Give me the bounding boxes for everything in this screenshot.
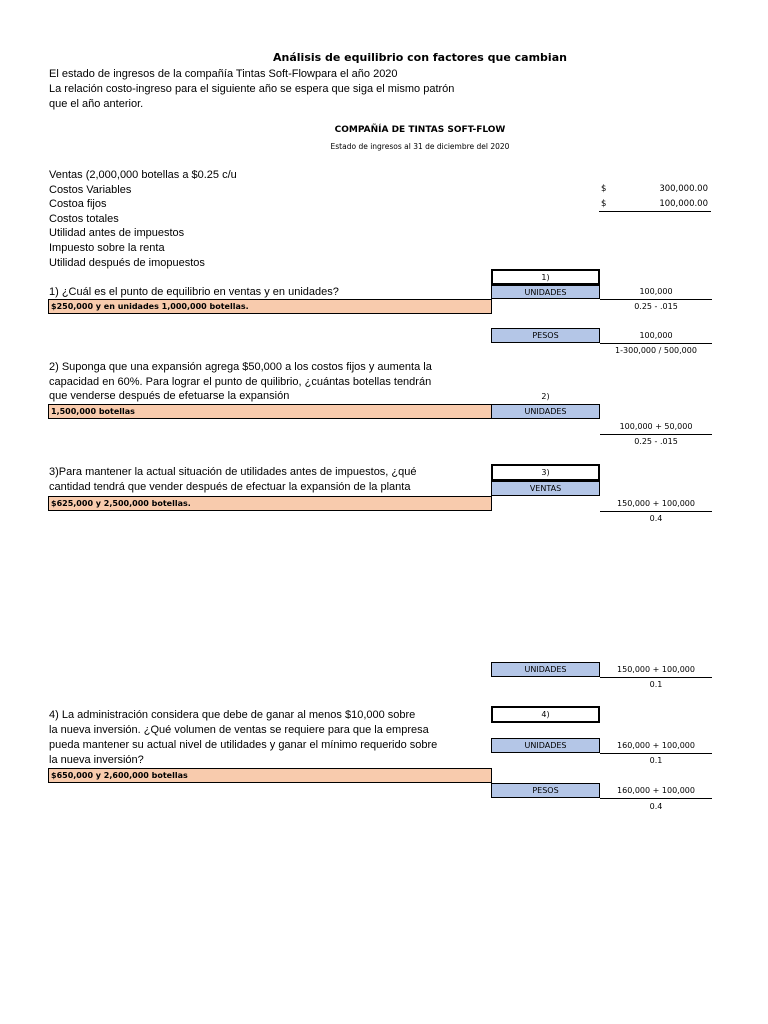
q3-ventas-denominator: 0.4 [649, 514, 663, 523]
q3-ventas-label: VENTAS [491, 481, 600, 496]
q4-question-line-2: la nueva inversión. ¿Qué volumen de ventas se requiere para que la empresa [49, 724, 429, 736]
q2-question-line-2: capacidad en 60%. Para lograr el punto de quilibrio, ¿cuántas botellas tendrán [49, 376, 432, 388]
q4-unidades-denominator: 0.1 [649, 756, 663, 765]
q3-box: 3) [491, 464, 600, 481]
q1-unidades-fraction-bar [600, 299, 712, 300]
q3-unidades-fraction-bar [600, 677, 712, 678]
q1-question: 1) ¿Cuál es el punto de equilibrio en ventas y en unidades? [49, 286, 339, 298]
q1-pesos-numerator: 100,000 [639, 331, 673, 340]
currency-sign-variable: $ [601, 184, 607, 194]
intro-line-3: que el año anterior. [49, 98, 144, 110]
q3-ventas-numerator: 150,000 + 100,000 [617, 499, 695, 508]
statement-line-tax: Impuesto sobre la renta [49, 242, 165, 254]
q4-answer: $650,000 y 2,600,000 botellas [48, 768, 492, 783]
statement-line-variable: Costos Variables [49, 184, 132, 196]
q2-question-line-3: que venderse después de efetuarse la expansión [49, 390, 290, 402]
q1-answer: $250,000 y en unidades 1,000,000 botellas. [48, 299, 492, 314]
q2-denominator: 0.25 - .015 [634, 437, 678, 446]
intro-line-2: La relación costo-ingreso para el siguiente año se espera que siga el mismo patrón [49, 83, 455, 95]
statement-line-ebt: Utilidad antes de impuestos [49, 227, 185, 239]
company-name: COMPAÑÍA DE TINTAS SOFT-FLOW [334, 125, 506, 135]
q4-pesos-numerator: 160,000 + 100,000 [617, 786, 695, 795]
q4-box: 4) [491, 706, 600, 723]
amount-fixed: 100,000.00 [659, 199, 708, 209]
q4-question-line-4: la nueva inversión? [49, 754, 144, 766]
q2-unidades-label: UNIDADES [491, 404, 600, 419]
statement-line-sales: Ventas (2,000,000 botellas a $0.25 c/u [49, 169, 237, 181]
q4-question-line-1: 4) La administración considera que debe de ganar al menos $10,000 sobre [49, 709, 416, 721]
q3-question-line-1: 3)Para mantener la actual situación de utilidades antes de impuestos, ¿qué [49, 466, 417, 478]
q4-pesos-label: PESOS [491, 783, 600, 798]
q4-pesos-denominator: 0.4 [649, 802, 663, 811]
q3-question-line-2: cantidad tendrá que vender después de efectuar la expansión de la planta [49, 481, 411, 493]
page-title: Análisis de equilibrio con factores que cambian [273, 51, 567, 64]
q1-unidades-label: UNIDADES [491, 285, 600, 299]
q2-fraction-bar [600, 434, 712, 435]
q3-ventas-fraction-bar [600, 511, 712, 512]
q3-answer: $625,000 y 2,500,000 botellas. [48, 496, 492, 511]
statement-line-fixed: Costoa fijos [49, 198, 107, 210]
q2-answer: 1,500,000 botellas [48, 404, 492, 419]
q2-box: 2) [541, 392, 550, 401]
q4-unidades-numerator: 160,000 + 100,000 [617, 741, 695, 750]
amount-variable: 300,000.00 [659, 184, 708, 194]
statement-subtitle: Estado de ingresos al 31 de diciembre del 2020 [330, 142, 510, 151]
q3-unidades-numerator: 150,000 + 100,000 [617, 665, 695, 674]
statement-line-total: Costos totales [49, 213, 119, 225]
currency-sign-fixed: $ [601, 199, 607, 209]
q2-numerator: 100,000 + 50,000 [619, 422, 693, 431]
q1-box: 1) [491, 269, 600, 285]
q4-question-line-3: pueda mantener su actual nivel de utilidades y ganar el mínimo requerido sobre [49, 739, 438, 751]
q4-pesos-fraction-bar [600, 798, 712, 799]
q1-unidades-denominator: 0.25 - .015 [634, 302, 678, 311]
q1-pesos-label: PESOS [491, 328, 600, 343]
q3-unidades-denominator: 0.1 [649, 680, 663, 689]
q1-pesos-denominator: 1-300,000 / 500,000 [615, 346, 697, 355]
q3-unidades-label: UNIDADES [491, 662, 600, 677]
q4-unidades-label: UNIDADES [491, 738, 600, 753]
q1-pesos-fraction-bar [600, 343, 712, 344]
intro-line-1: El estado de ingresos de la compañía Tintas Soft-Flowpara el año 2020 [49, 68, 398, 80]
statement-line-net: Utilidad después de imopuestos [49, 257, 205, 269]
q1-unidades-numerator: 100,000 [639, 287, 673, 296]
q4-unidades-fraction-bar [600, 753, 712, 754]
amount-underline [599, 211, 711, 212]
q2-question-line-1: 2) Suponga que una expansión agrega $50,000 a los costos fijos y aumenta la [49, 361, 432, 373]
